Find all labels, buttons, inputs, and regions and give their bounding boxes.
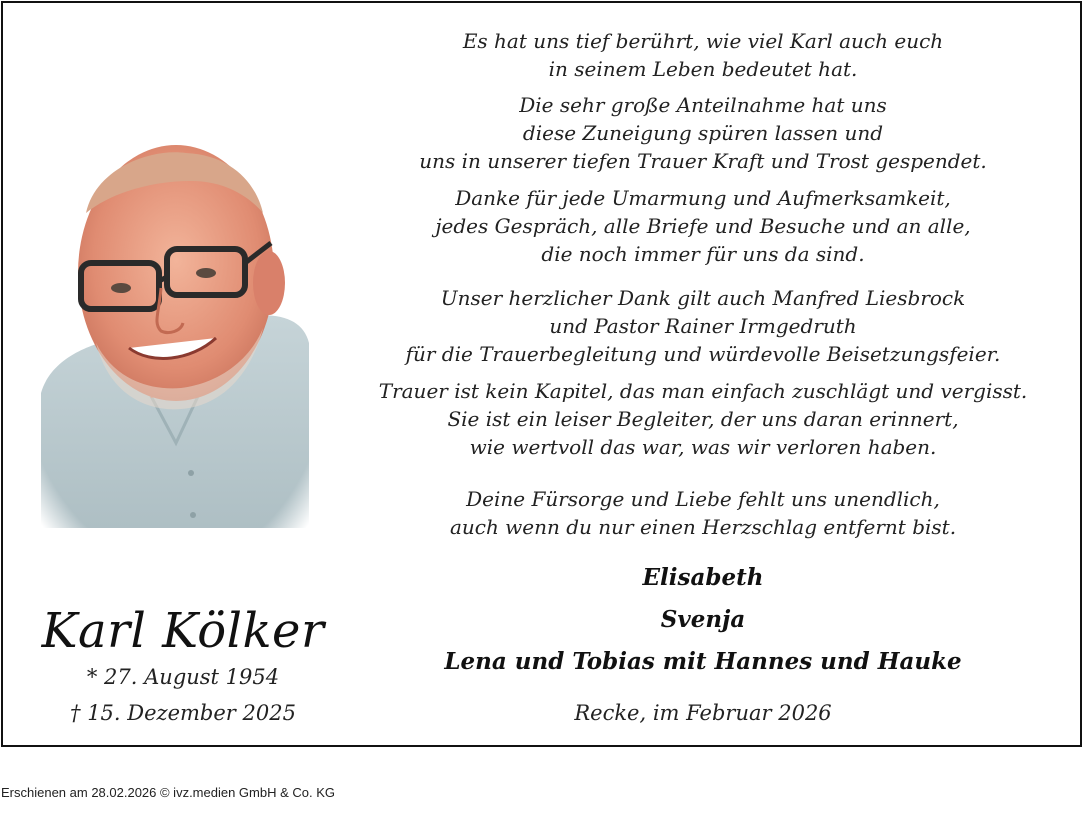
poem-line: und Pastor Rainer Irmgedruth — [549, 314, 857, 338]
signer-name: Elisabeth — [642, 564, 764, 591]
poem-line: Es hat uns tief berührt, wie viel Karl auch euch — [462, 29, 944, 53]
stanza-5 — [353, 377, 1053, 461]
poem-line: Unser herzlicher Dank gilt auch Manfred Liesbrock — [440, 286, 966, 310]
publication-credit: Erschienen am 28.02.2026 © ivz.medien GmbH & Co. KG — [1, 785, 336, 800]
poem-line: diese Zuneigung spüren lassen und — [522, 121, 884, 145]
poem-line: Die sehr große Anteilnahme hat uns — [519, 93, 887, 117]
stanza-3 — [353, 184, 1053, 268]
poem-line: Trauer ist kein Kapitel, das man einfach zuschlägt und vergisst. — [378, 379, 1028, 403]
obituary-notice — [1, 1, 1082, 747]
poem-line: jedes Gespräch, alle Briefe und Besuche und an alle, — [435, 214, 971, 238]
poem-line: Deine Fürsorge und Liebe fehlt uns unendlich, — [466, 487, 940, 511]
stanza-2 — [353, 91, 1053, 175]
poem-line: uns in unserer tiefen Trauer Kraft und Trost gespendet. — [419, 149, 987, 173]
signers — [353, 559, 1053, 685]
poem-line: auch wenn du nur einen Herzschlag entfernt bist. — [449, 515, 957, 539]
stanza-1 — [353, 27, 1053, 83]
poem-line: die noch immer für uns da sind. — [541, 242, 865, 266]
poem-line: Danke für jede Umarmung und Aufmerksamkeit, — [455, 186, 951, 210]
place-date: Recke, im Februar 2026 — [574, 701, 832, 725]
poem-line: für die Trauerbegleitung und würdevolle Beisetzungsfeier. — [405, 342, 1001, 366]
poem-line: wie wertvoll das war, was wir verloren haben. — [469, 435, 937, 459]
portrait-photo — [41, 143, 309, 528]
poem-line: in seinem Leben bedeutet hat. — [548, 57, 858, 81]
deceased-name: Karl Kölker — [41, 603, 325, 659]
stanza-4 — [353, 284, 1053, 368]
signer-name: Lena und Tobias mit Hannes und Hauke — [444, 648, 962, 675]
poem-line: Sie ist ein leiser Begleiter, der uns daran erinnert, — [447, 407, 959, 431]
signer-name: Svenja — [660, 606, 746, 633]
stanza-6 — [353, 485, 1053, 541]
birth-date: * 27. August 1954 — [86, 665, 280, 689]
death-date: † 15. Dezember 2025 — [70, 701, 296, 725]
